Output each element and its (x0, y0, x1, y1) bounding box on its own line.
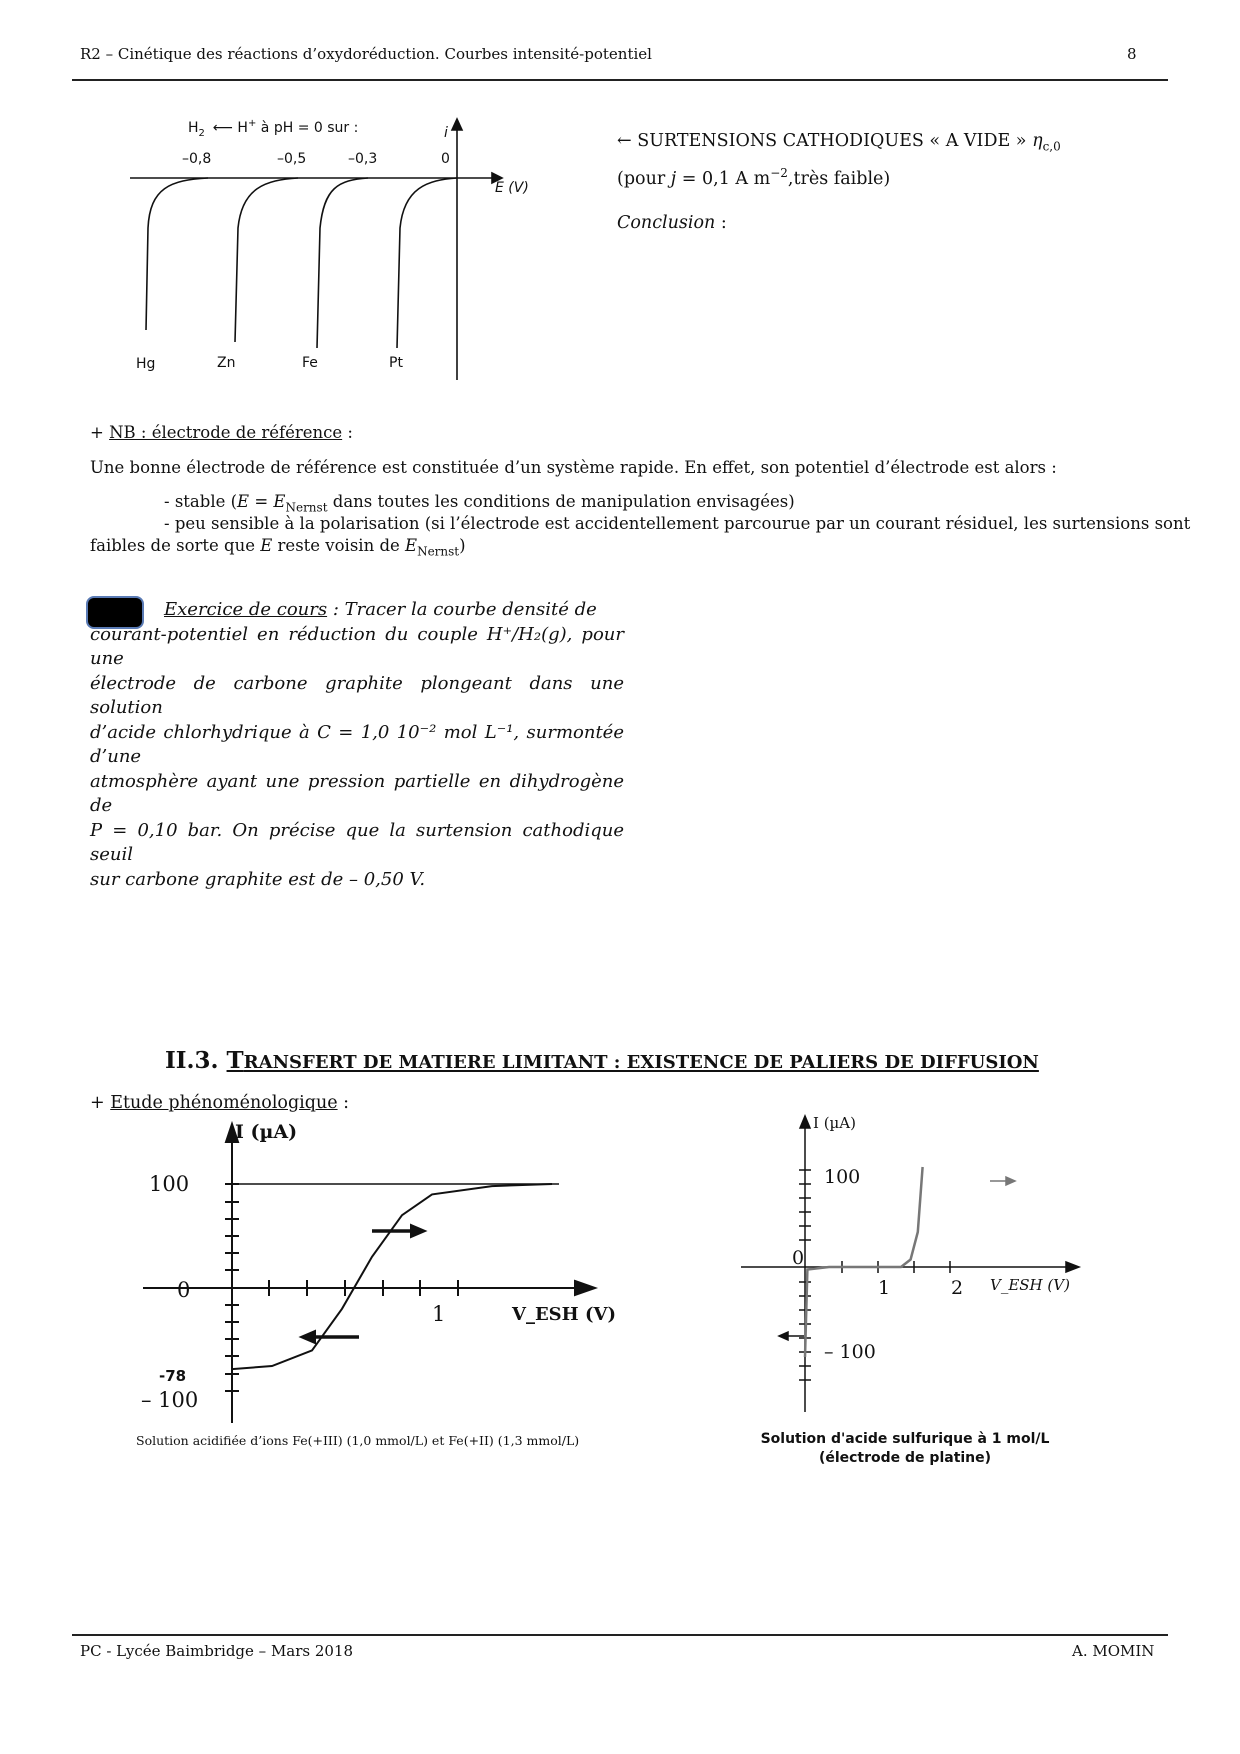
curve-zn (235, 178, 298, 342)
exercise-line-4: d’acide chlorhydrique à C = 1,0 10⁻² mol L⁻¹, surmontée d’une (90, 721, 624, 767)
chart1-series-curve (232, 1184, 552, 1369)
curve-label-zn: Zn (217, 355, 236, 371)
chart1-y-tick-minus78: -78 (159, 1367, 187, 1385)
curve-label-fe: Fe (302, 355, 318, 371)
footer-right: A. MOMIN (1072, 1642, 1155, 1660)
chart2-y-tick-100: 100 (824, 1166, 861, 1188)
chart1-y-tick-100: 100 (149, 1172, 190, 1196)
chart-fe-couple (135, 1118, 616, 1438)
surtension-line2: (pour j = 0,1 A $m^{-2},très$ faible) (617, 166, 891, 189)
section-heading: II.3. TRANSFERT DE MATIERE LIMITANT : EXISTENCE DE PALIERS DE DIFFUSION (165, 1047, 1039, 1074)
fig1-y-label: i (444, 125, 448, 141)
curve-hg (146, 178, 208, 330)
chart2-oxidation-arrowhead (1006, 1177, 1015, 1185)
chart1-x-tick-1: 1 (432, 1302, 446, 1326)
chart-sulfuric-acid (740, 1112, 1080, 1417)
chart1-y-tick-0: 0 (177, 1278, 191, 1302)
header-title: R2 – Cinétique des réactions d’oxydoréduction. Courbes intensité-potentiel (80, 45, 652, 63)
chart2-series-curve (805, 1167, 923, 1357)
chart2-y-arrow (800, 1116, 810, 1128)
chart1-oxidation-arrowhead (411, 1225, 425, 1237)
tick-label-minus-0-8: –0,8 (182, 151, 212, 167)
chart2-y-tick-0: 0 (792, 1247, 805, 1269)
page-number: 8 (1127, 45, 1137, 63)
exercise-line-1: Exercice de cours : Tracer la courbe densité de (164, 599, 597, 620)
nb-item-stable: - stable ($E = E_{Nernst}$ dans toutes les conditions de manipulation envisagées) (164, 492, 795, 515)
conclusion-label: Conclusion : (617, 213, 727, 233)
chart2-x-tick-1: 1 (878, 1277, 891, 1299)
chart1-x-arrow (575, 1281, 595, 1295)
chart2-x-label: V_ESH (V) (990, 1276, 1070, 1294)
nb-item-polarisation-cont: faibles de sorte que E reste voisin de $E_{Nernst}$) (90, 536, 466, 559)
chart2-y-label: I (µA) (813, 1114, 856, 1132)
exercise-line-3: électrode de carbone graphite plongeant dans une solution (90, 672, 624, 718)
chart2-reduction-arrowhead (779, 1332, 788, 1340)
footer-rule (72, 1634, 1168, 1636)
surtension-line1: ← SURTENSIONS CATHODIQUES « A VIDE » $\eta_{c,0}$ (617, 131, 1061, 154)
chart2-y-tick-minus100: – 100 (824, 1341, 876, 1363)
fig1-x-label: E (V) (495, 180, 529, 196)
curve-label-pt: Pt (389, 355, 403, 371)
chart1-caption: Solution acidifiée d’ions Fe(+III) (1,0 mmol/L) et Fe(+II) (1,3 mmol/L) (136, 1433, 580, 1448)
chart1-y-label: I (µA) (235, 1121, 298, 1143)
chart1-x-label: V_ESH (V) (512, 1304, 616, 1325)
curve-pt (397, 178, 457, 348)
nb-intro: Une bonne électrode de référence est constituée d’un système rapide. En effet, son potentiel d’électrode est alors : (90, 458, 1057, 477)
exercise-text (90, 598, 624, 892)
exercise-line-5: atmosphère ayant une pression partielle en dihydrogène de (90, 770, 624, 816)
chart2-x-tick-2: 2 (951, 1277, 964, 1299)
chart2-caption (740, 1430, 1070, 1468)
tick-label-minus-0-5: –0,5 (277, 151, 307, 167)
chart2-caption-line1: Solution d'acide sulfurique à 1 mol/L (760, 1431, 1050, 1447)
curve-fe (317, 178, 368, 348)
etude-heading: + Etude phénoménologique : (90, 1093, 350, 1113)
tick-label-zero: 0 (441, 151, 450, 167)
fig1-y-arrow (452, 119, 462, 130)
exercise-line-6: P = 0,10 bar. On précise que la surtension cathodique seuil (90, 819, 624, 865)
exercise-line-7: sur carbone graphite est de – 0,50 V. (90, 868, 426, 890)
chart1-reduction-arrowhead (301, 1331, 315, 1343)
nb-item-polarisation: - peu sensible à la polarisation (si l’électrode est accidentellement parcourue par un courant résiduel, les surtensions sont (164, 514, 1191, 533)
curve-label-hg: Hg (136, 356, 156, 372)
overpotential-figure (130, 118, 529, 380)
tick-label-minus-0-3: –0,3 (348, 151, 378, 167)
chart1-y-tick-minus100: – 100 (141, 1388, 199, 1412)
nb-heading: + NB : électrode de référence : (90, 423, 353, 442)
chart2-caption-line2: (électrode de platine) (818, 1450, 992, 1466)
chart2-x-arrow (1066, 1262, 1079, 1272)
fig1-title: $H_2$ ⟵ H+ à pH = 0 sur : (188, 118, 359, 139)
exercise-line-2: courant-potentiel en réduction du couple H⁺/H₂(g), pour une (90, 623, 624, 669)
footer-left: PC - Lycée Baimbridge – Mars 2018 (80, 1642, 354, 1660)
header-rule (72, 79, 1168, 81)
